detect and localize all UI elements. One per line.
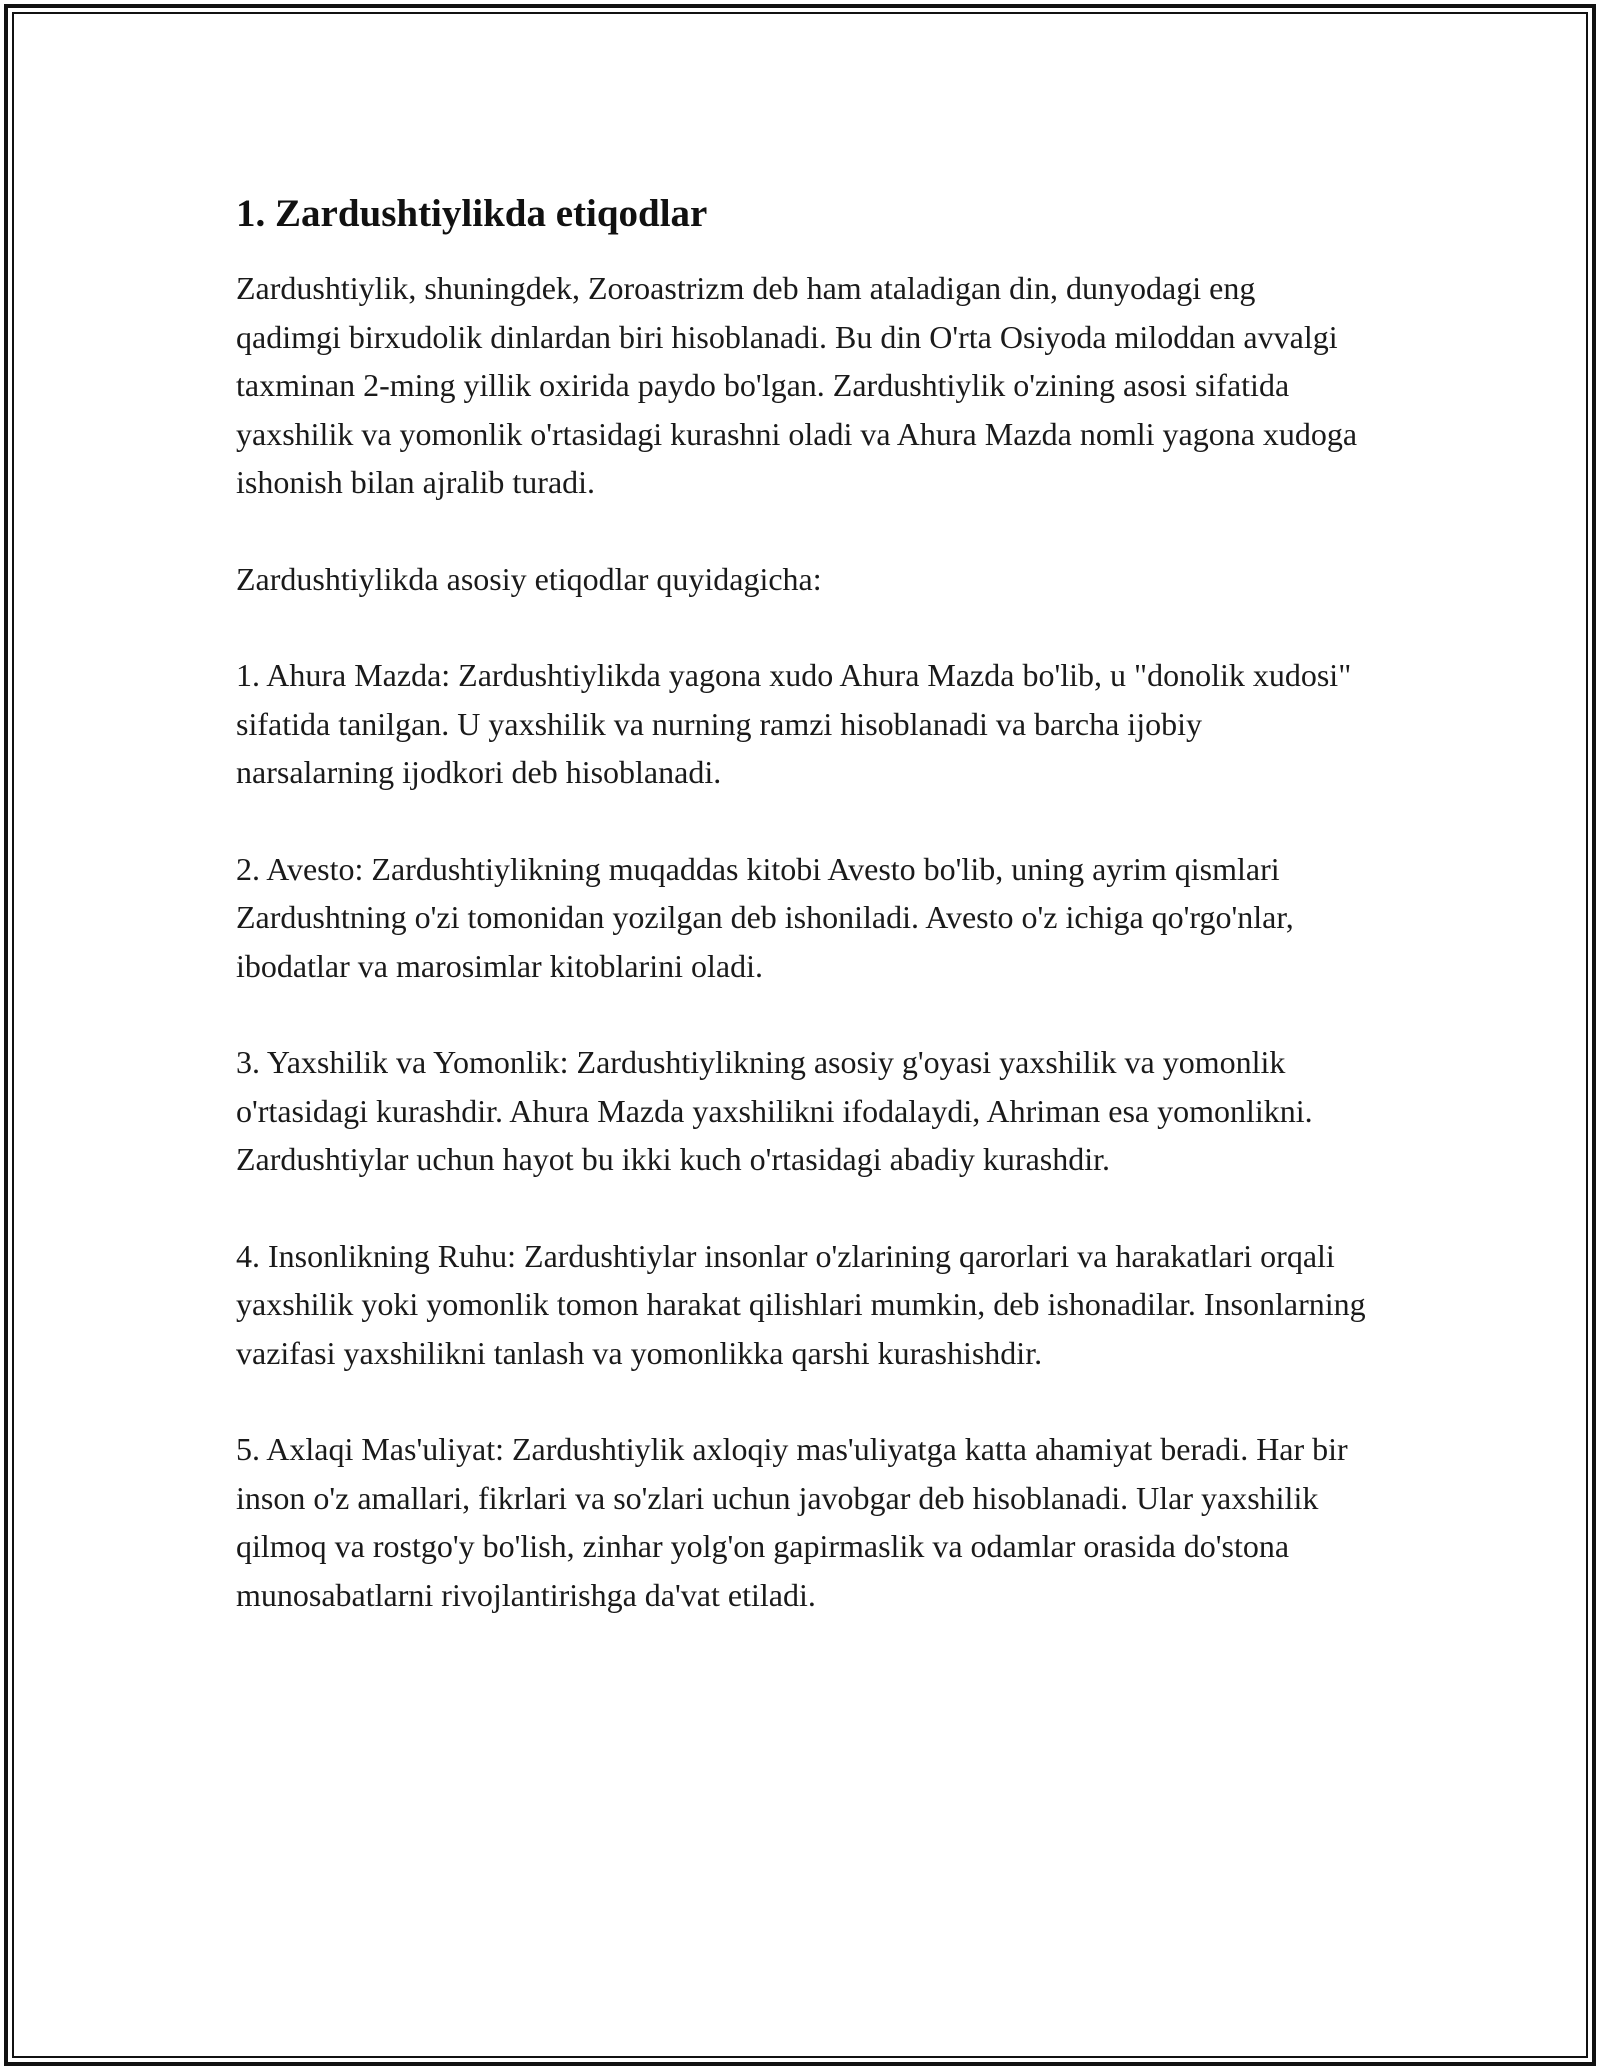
section-heading: 1. Zardushtiylikda etiqodlar bbox=[236, 192, 708, 235]
belief-item-moral-responsibility: 5. Axlaqi Mas'uliyat: Zardushtiylik axloqiy mas'uliyatga katta ahamiyat beradi. Har bir inson o'z amallari, fikrlari va so'zlari uchun javobgar deb hisoblanadi. Ular yaxshilik qilmoq va rostgo'y bo'lish, zinhar yolg'on gapirmaslik va odamlar orasida do'stona munosabatlarni rivojlantirishga da'vat etiladi. bbox=[236, 1431, 1348, 1613]
belief-item-human-spirit: 4. Insonlikning Ruhu: Zardushtiylar insonlar o'zlarining qarorlari va harakatlari orqali yaxshilik yoki yomonlik tomon harakat qilishlari mumkin, deb ishonadilar. Insonlarning vazifasi yaxshilikni tanlash va yomonlikka qarshi kurashishdir. bbox=[236, 1237, 1366, 1371]
lead-paragraph: Zardushtiylikda asosiy etiqodlar quyidagicha: bbox=[236, 560, 822, 597]
belief-item-ahura-mazda: 1. Ahura Mazda: Zardushtiylikda yagona xudo Ahura Mazda bo'lib, u "donolik xudosi" sifatida tanilgan. U yaxshilik va nurning ramzi hisoblanadi va barcha ijobiy narsalarning ijodkori deb hisoblanadi. bbox=[236, 657, 1352, 790]
belief-item-good-and-evil: 3. Yaxshilik va Yomonlik: Zardushtiylikning asosiy g'oyasi yaxshilik va yomonlik o'rtasidagi kurashdir. Ahura Mazda yaxshilikni ifodalaydi, Ahriman esa yomonlikni. Zardushtiylar uchun hayot bu ikki kuch o'rtasidagi abadiy kurashdir. bbox=[236, 1044, 1313, 1177]
belief-item-avesto: 2. Avesto: Zardushtiylikning muqaddas kitobi Avesto bo'lib, uning ayrim qismlari Zardushtning o'zi tomonidan yozilgan deb ishoniladi. Avesto o'z ichiga qo'rgo'nlar, ibodatlar va marosimlar kitoblarini oladi. bbox=[236, 850, 1294, 984]
document-body bbox=[236, 186, 1366, 1667]
intro-paragraph: Zardushtiylik, shuningdek, Zoroastrizm deb ham ataladigan din, dunyodagi eng qadimgi birxudolik dinlardan biri hisoblanadi. Bu din O'rta Osiyoda miloddan avvalgi taxminan 2-ming yillik oxirida paydo bo'lgan. Zardushtiylik o'zining asosi sifatida yaxshilik va yomonlik o'rtasidagi kurashni oladi va Ahura Mazda nomli yagona xudoga ishonish bilan ajralib turadi. bbox=[236, 270, 1358, 500]
